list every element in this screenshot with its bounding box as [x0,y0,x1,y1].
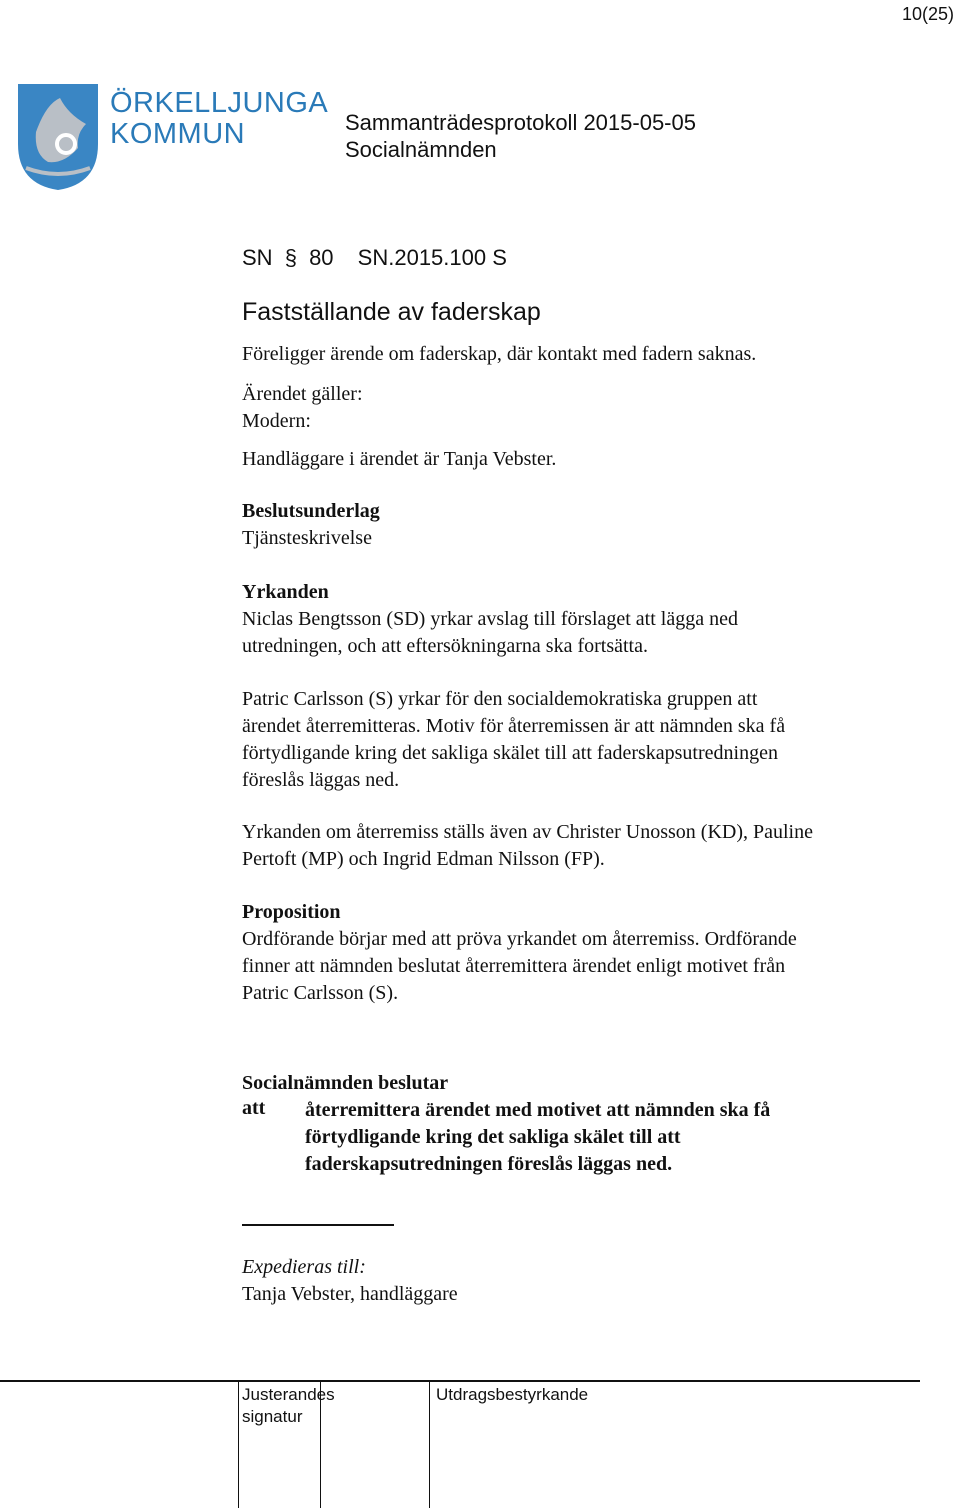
footer-rule [0,1380,920,1382]
yrkanden-paragraph-3 [242,819,922,873]
text-line: Pertoft (MP) och Ingrid Edman Nilsson (FP). [242,848,605,870]
yrkanden-paragraph-2 [242,686,922,794]
decision-att-label: att [242,1097,266,1119]
text-line: utredningen, och att eftersökningarna ska fortsätta. [242,635,648,657]
paragraph-symbol: § [284,245,297,270]
utdragsbestyrkande-label: Utdragsbestyrkande [436,1385,589,1404]
logo-wordmark [110,88,328,150]
logo-line-1: ÖRKELLJUNGA [110,87,329,119]
text-line: Ordförande börjar med att pröva yrkandet om återremiss. Ordförande [242,928,797,950]
distribution-recipient: Tanja Vebster, handläggare [242,1283,458,1305]
footer-label-line: Justerandes [242,1385,335,1404]
text-line: återremittera ärendet med motivet att nämnden ska få [305,1099,771,1121]
logo-line-2: KOMMUN [110,118,246,150]
proposition-text [242,926,922,1007]
text-line: föreslås läggas ned. [242,769,400,791]
case-officer-text: Handläggare i ärendet är Tanja Vebster. [242,448,557,470]
intro-paragraph: Föreligger ärende om faderskap, där kontakt med fadern saknas. [242,343,757,365]
beslutsunderlag-heading: Beslutsunderlag [242,500,380,522]
decision-text [305,1097,885,1178]
text-line: ärendet återremitteras. Motiv för återremissen är att nämnden ska få [242,715,786,737]
text-line: faderskapsutredningen föreslås läggas ned. [305,1153,673,1175]
yrkanden-paragraph-1 [242,606,922,660]
case-code: SN [242,245,273,270]
decision-heading: Socialnämnden beslutar [242,1072,449,1094]
page-number: 10(25) [901,4,954,24]
proposition-heading: Proposition [242,901,341,923]
justerandes-signatur-label [242,1384,335,1428]
text-line: Yrkanden om återremiss ställs även av Christer Unosson (KD), Pauline [242,821,813,843]
text-line: Niclas Bengtsson (SD) yrkar avslag till förslaget att lägga ned [242,608,738,630]
text-line: förtydligande kring det sakliga skälet till att [305,1126,681,1148]
protocol-title: Sammanträdesprotokoll 2015-05-05 [345,110,696,135]
distribution-heading: Expedieras till: [242,1256,366,1278]
text-line: förtydligande kring det sakliga skälet till att faderskapsutredningen [242,742,778,764]
mother-label: Modern: [242,410,311,432]
footer-divider [429,1380,430,1508]
separator-line [242,1224,394,1226]
case-number: 80 [309,245,334,270]
case-reference [242,245,507,271]
text-line: Patric Carlsson (S). [242,982,399,1004]
beslutsunderlag-item: Tjänsteskrivelse [242,527,372,549]
committee-name: Socialnämnden [345,137,497,162]
text-line: finner att nämnden beslutat återremittera ärendet enligt motivet från [242,955,786,977]
diary-number: SN.2015.100 S [357,245,507,270]
footer-divider [238,1380,239,1508]
text-line: Patric Carlsson (S) yrkar för den socialdemokratiska gruppen att [242,688,758,710]
matter-concerns-label: Ärendet gäller: [242,383,363,405]
case-title: Fastställande av faderskap [242,298,541,326]
yrkanden-heading: Yrkanden [242,581,329,603]
footer-label-line: signatur [242,1407,303,1426]
